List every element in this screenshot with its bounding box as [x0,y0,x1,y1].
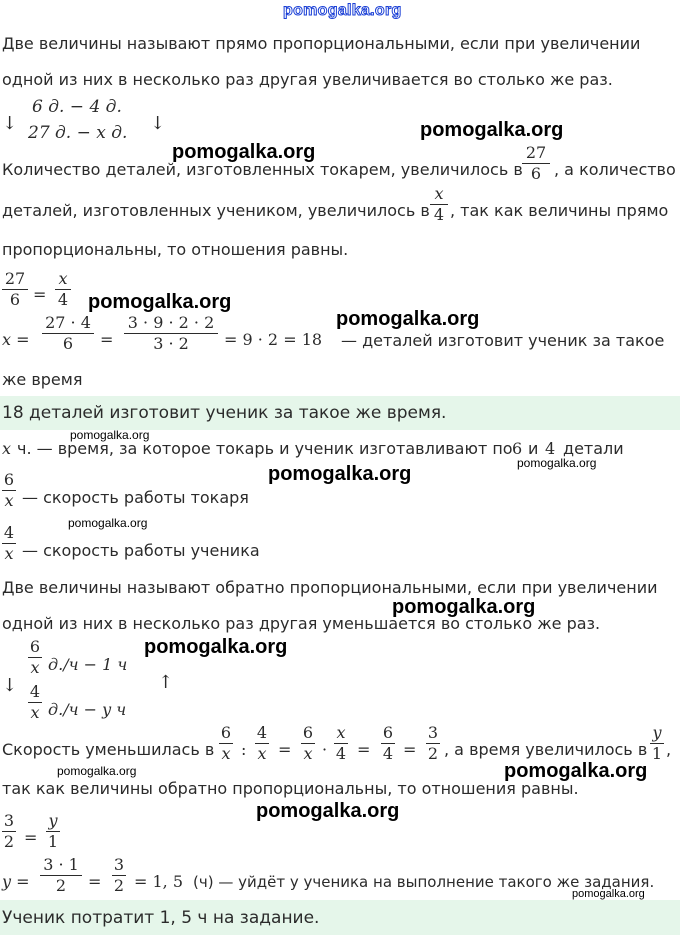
definition-inverse-line1: Две величины называют обратно пропорциональными, если при увеличении [2,578,658,597]
watermark-text: pomogalka.org [68,516,148,530]
inverse-row2-fraction: 4 x [29,682,41,722]
intro-and: и [528,439,539,458]
speed-fraction-3: 6 x [302,723,314,763]
speed-fraction-6: 3 2 [427,723,439,763]
equation2-result: = 9 · 2 = 18 [224,330,323,349]
inverse-row2-text: д./ч − y ч [48,700,127,719]
inverse-row1-text: д./ч − 1 ч [48,655,128,674]
intro-number-6: 6 [512,439,523,458]
speed-turner-text: — скорость работы токаря [22,488,249,507]
watermark-text: pomogalka.org [88,291,232,313]
equation2-text-line2: же время [2,370,83,389]
watermark-text: pomogalka.org [504,760,648,782]
watermark-text: pomogalka.org [392,596,536,618]
watermark-text: pomogalka.org [517,456,597,470]
explanation-line1-end: , а количество [554,160,676,179]
equation2-equals: = [100,330,114,349]
equation4-text: (ч) — уйдёт у ученика на выполнение такого же задания. [193,873,655,891]
arrow-up-icon: ↑ [158,672,174,693]
speed-student-fraction: 4 x [3,523,15,563]
definition-inverse-line2: одной из них в несколько раз другая уменьшается во столько же раз. [2,614,601,633]
arrow-down-icon: ↓ [150,113,166,134]
equation4-y: y = [2,872,30,891]
intro-number-4: 4 [545,439,556,458]
speed-equals-3: = [403,740,417,759]
answer-text-2: Ученик потратит 1, 5 ч на задание. [2,908,320,928]
equation4-fraction2: 3 2 [113,855,125,895]
speed-fraction-5: 6 4 [382,723,394,763]
answer-box-1 [0,396,680,430]
equation2-text: — деталей изготовит ученик за такое [341,331,665,350]
speed-fraction-1: 6 x [220,723,232,763]
equation4-equals: = [88,872,102,891]
explanation-line2-end: , так как величины прямо [450,201,669,220]
equation3-lhs: 3 2 [3,811,15,851]
intro-text: ч. — время, за которое токарь и ученик изготавливают по [17,439,513,458]
equation4-fraction1: 3 · 1 2 [40,856,82,895]
time-increase-text: , а время увеличилось в [444,740,648,759]
explanation-line3: пропорциональны, то отношения равны. [2,240,349,259]
speed-colon: : [241,740,247,759]
definition-direct-line2: одной из них в несколько раз другая увеличивается во столько же раз. [2,70,613,89]
explanation-line1-start: Количество деталей, изготовленных токарем, увеличилось в [2,160,523,179]
time-fraction: y 1 [651,723,663,763]
proportion-row-2: 27 д. − x д. [28,123,128,143]
inverse-row1-fraction: 6 x [29,637,41,677]
speed-student-text: — скорость работы ученика [22,541,260,560]
equation3-equals: = [24,828,38,847]
equation1-rhs: x 4 [55,270,71,309]
speed-dot: · [322,740,328,759]
watermark-text: pomogalka.org [144,636,288,658]
speed-decrease-text: Скорость уменьшилась в [2,740,215,759]
answer-box-2 [0,900,680,935]
equation2-fraction1: 27 · 4 6 [42,314,94,353]
equation2-x: x = [2,330,30,349]
fraction-x-4: x 4 [430,185,448,224]
speed-fraction-4: x 4 [335,723,347,763]
fraction-27-6: 27 6 [522,144,550,183]
watermark-text: pomogalka.org [256,800,400,822]
watermark-text: pomogalka.org [268,463,412,485]
speed-turner-fraction: 6 x [3,470,15,510]
speed-fraction-2: 4 x [256,723,268,763]
watermark-text: pomogalka.org [172,141,316,163]
intro-x: x [2,439,12,458]
inverse-ratio-text: так как величины обратно пропорциональны, то отношения равны. [2,779,579,798]
explanation-line2-start: деталей, изготовленных учеником, увеличилось в [2,201,430,220]
watermark-text: pomogalka.org [572,888,645,900]
equation3-rhs: y 1 [47,811,59,851]
arrow-down-icon: ↓ [2,113,18,134]
watermark-text: pomogalka.org [57,764,137,778]
equation4-result: = 1, 5 [134,872,184,891]
speed-equals-2: = [357,740,371,759]
speed-equals-1: = [278,740,292,759]
definition-direct-line1: Две величины называют прямо пропорциональными, если при увеличении [2,34,641,53]
watermark-text: pomogalka.org [420,119,564,141]
time-comma: , [666,740,672,759]
proportion-row-1: 6 д. − 4 д. [32,97,122,117]
equation2-fraction2: 3 · 9 · 2 · 2 3 · 2 [124,314,218,353]
equation1-lhs: 27 6 [2,270,28,309]
intro-tail: детали [563,439,624,458]
equation1-equals: = [33,285,47,304]
watermark-text: pomogalka.org [336,308,480,330]
watermark-text: pomogalka.org [70,428,150,442]
site-logo[interactable]: pomogalka.org [283,2,402,19]
arrow-down-icon: ↓ [2,675,18,696]
answer-text-1: 18 деталей изготовит ученик за такое же время. [2,403,447,423]
